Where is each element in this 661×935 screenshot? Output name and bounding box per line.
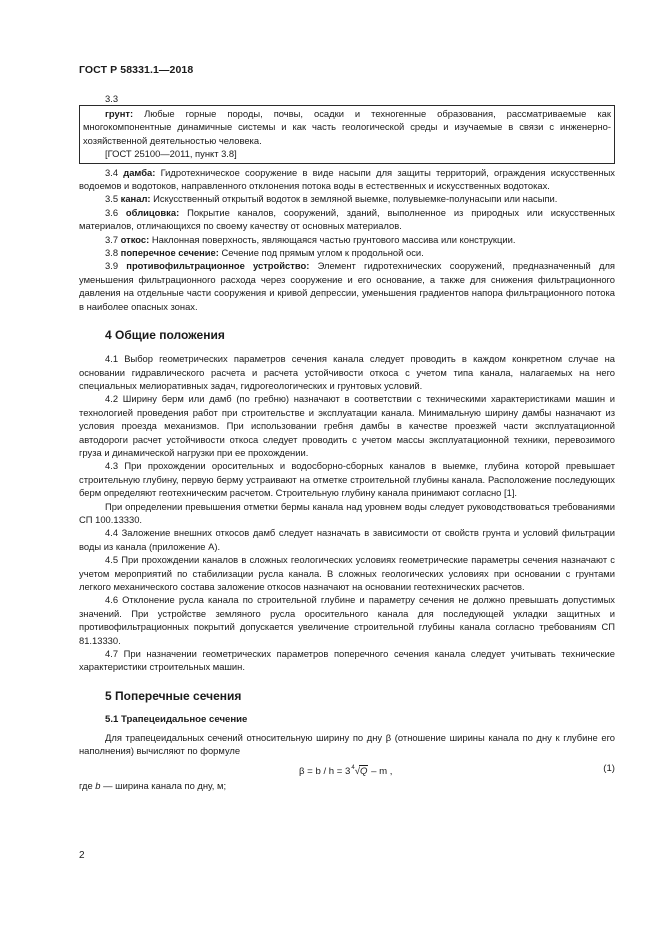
- formula-expression: $\beta = b / h = 3^4√Q - m$ ,: [299, 764, 393, 777]
- term-definition: Любые горные породы, почвы, осадки и техногенные образования, рассматриваемые как многокомпонентные динамичные системы и как часть геологической среды и изучаемые в связи с инженерно-хозяйственной деятельностью человека.: [83, 108, 611, 146]
- section-heading: 4 Общие положения: [105, 328, 225, 343]
- document-header: ГОСТ Р 58331.1—2018: [79, 64, 194, 76]
- document-body: [79, 92, 615, 792]
- paragraph: 4.7 При назначении геометрических параметров поперечного сечения канала следует учитывать технические характеристики строительных машин.: [79, 648, 615, 673]
- term-entry: 3.7 откос: Наклонная поверхность, являющаяся частью грунтового массива или конструкции.: [105, 233, 516, 245]
- paragraph: 4.3 При прохождении оросительных и водосборно-сборных каналов в выемке, глубина которой превышает строительную глубину, первую берму устраивают на отметке строительной глубины канала. Расположение последующих берм определяют геотехническим расчетом. Строительную глубину канала принимают согласно [1].: [79, 460, 615, 499]
- paragraph: При определении превышения отметки бермы канала над уровнем воды следует руководствоваться требованиями СП 100.13330.: [79, 500, 615, 525]
- section-heading: 5 Поперечные сечения: [105, 688, 242, 703]
- term-entry: 3.6 облицовка: Покрытие каналов, сооружений, зданий, выполненное из природных или искусственных материалов, отличающихся по своему качеству от основных материалов.: [79, 206, 615, 232]
- paragraph: 4.4 Заложение внешних откосов дамб следует назначать в зависимости от свойств грунта и условий фильтрации воды из канала (приложение А).: [79, 527, 615, 552]
- formula: [79, 760, 615, 778]
- term-name: грунт:: [105, 108, 134, 119]
- term-entry: 3.8 поперечное сечение: Сечение под прямым углом к продольной оси.: [105, 247, 424, 259]
- term-entry: 3.5 канал: Искусственный открытый водоток в земляной выемке, полувыемке-полунасыпи или насыпи.: [105, 193, 558, 205]
- formula-number: (1): [603, 762, 615, 774]
- subsection-heading: 5.1 Трапецеидальное сечение: [105, 713, 248, 725]
- paragraph: Для трапецеидальных сечений относительную ширину по дну β (отношение ширины канала по дну к глубине его наполнения) вычисляют по формуле: [79, 731, 615, 757]
- paragraph: 4.1 Выбор геометрических параметров сечения канала следует проводить в каждом конкретном случае на основании гидравлического расчета и расчета устойчивости откоса с учетом типа канала, налагаемых на него специальных мелиоративных задач, гидрогеологических и грунтовых условий.: [79, 353, 615, 391]
- term-entry: 3.9 противофильтрационное устройство: Элемент гидротехнических сооружений, предназначенный для уменьшения фильтрационного расхода через сооружение и его основание, а также для снижения фильтрационного давления на отдельные части сооружения и кривой депрессии, уменьшения градиентов напора фильтрационного потока в наиболее опасных зонах.: [79, 260, 616, 312]
- term-entry: 3.4 дамба: Гидротехническое сооружение в виде насыпи для защиты территорий, ограждения искусственных водоемов и водотоков, направленного отклонения потока воды в естественных и искусственных водотоках.: [79, 166, 615, 192]
- paragraph: 4.5 При прохождении каналов в сложных геологических условиях геометрические параметры сечения назначают с учетом мероприятий по стабилизации русла канала. В сложных геологических условиях при основании с грунтами легкого механического состава заложение откосов назначают на основании геотехнических расчетов.: [79, 554, 615, 592]
- paragraph: 4.2 Ширину берм или дамб (по гребню) назначают в соответствии с техническими характеристиками машин и технологией проведения работ при строительстве и эксплуатации канала. Минимальную ширину дамбы назначают из условия проезда механизмов. При использовании гребня дамбы в качестве проезжей части эксплуатационной автодороги расчет устойчивости откоса следует проводить с учетом массы эксплуатационной техники, перевозимого груза и динамической нагрузки при ее прохождении.: [79, 393, 615, 458]
- formula-explanation: где b — ширина канала по дну, м;: [79, 779, 227, 791]
- term-reference: [ГОСТ 25100—2011, пункт 3.8]: [105, 148, 237, 160]
- quoted-term-box: [79, 105, 615, 164]
- term-entry: [83, 107, 611, 147]
- page-number: 2: [79, 850, 85, 861]
- paragraph: 4.6 Отклонение русла канала по строительной глубине и параметру сечения не должно превышать допустимых значений. При устройстве земляного русла оросительного канала для последующей укладки защитных и противофильтрационных покрытий допускается увеличение строительной глубины канала согласно требованиям СП 81.13330.: [79, 594, 615, 646]
- term-number: 3.3: [105, 93, 119, 104]
